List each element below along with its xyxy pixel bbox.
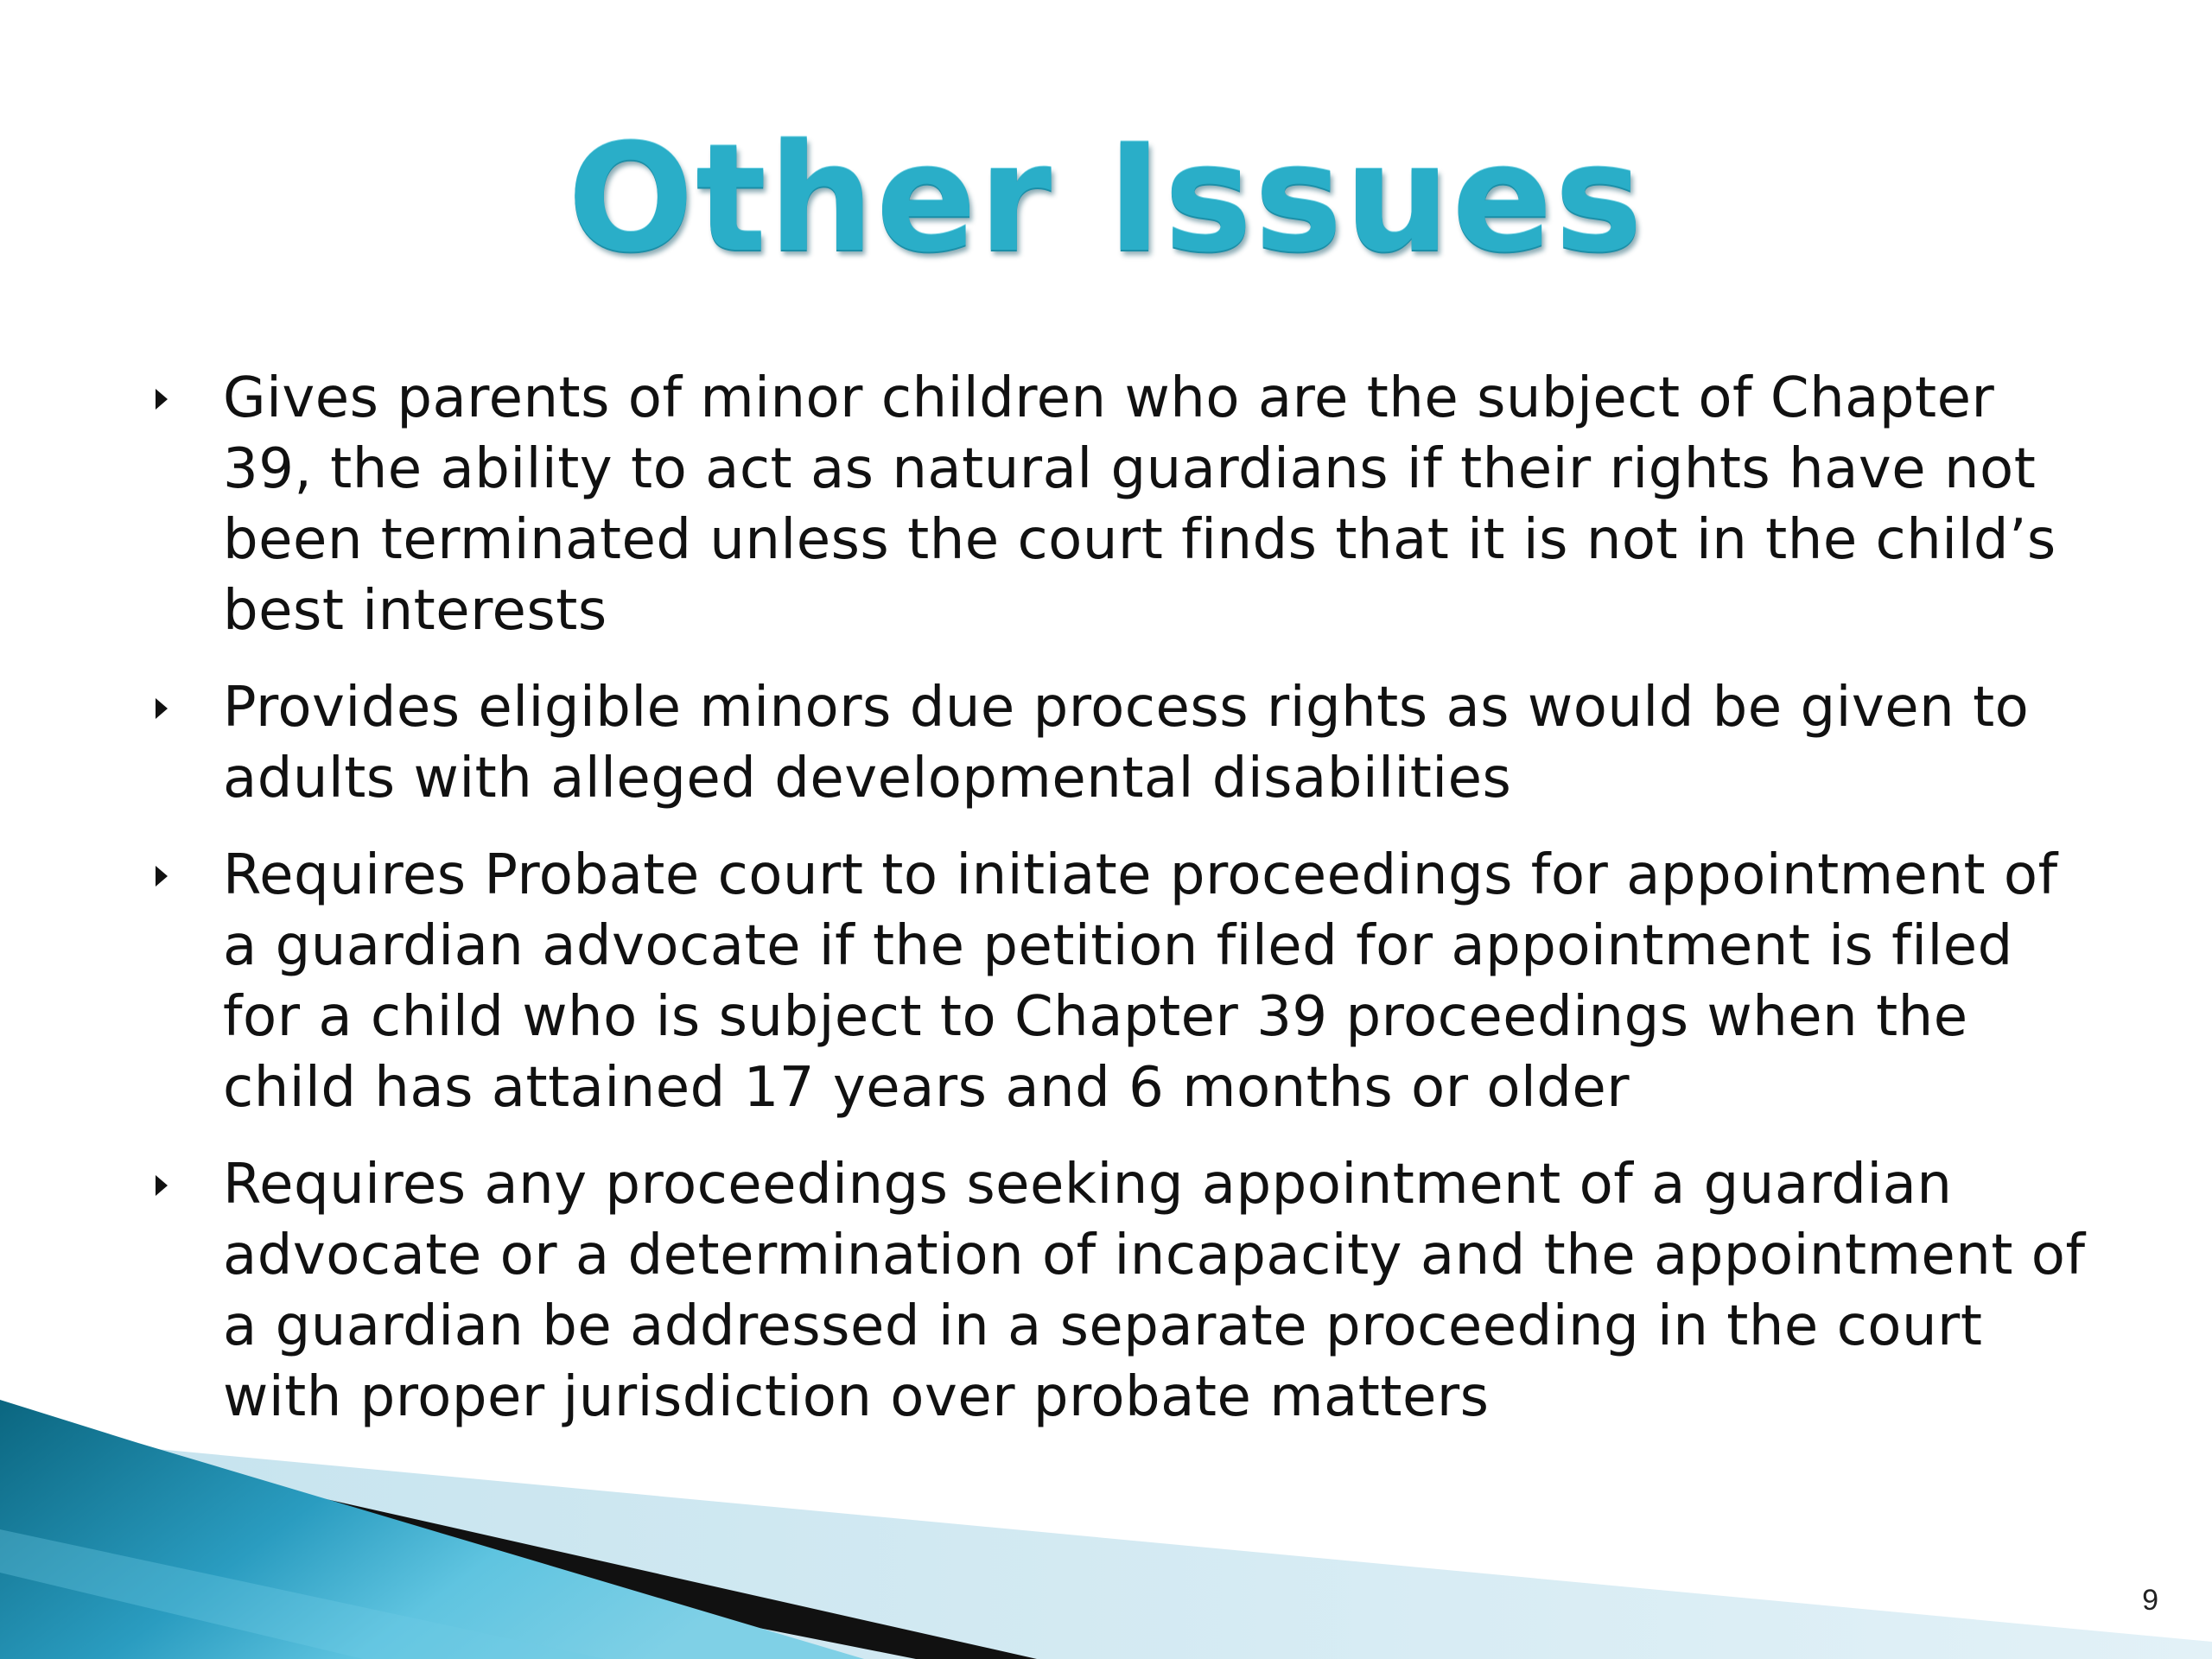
- triangle-right-icon: [156, 1175, 168, 1196]
- triangle-right-icon: [156, 389, 168, 410]
- list-item: [156, 363, 2091, 646]
- corner-decoration: [0, 1382, 2212, 1659]
- triangle-right-icon: [156, 698, 168, 719]
- bullet-list: [156, 363, 2091, 1459]
- list-item: [156, 672, 2091, 814]
- bullet-text: Provides eligible minors due process rights as would be given to adults with alleged developmental disabilities: [223, 676, 2030, 810]
- bullet-text: Requires Probate court to initiate proceedings for appointment of a guardian advocate if the petition filed for appointment is filed for a child who is subject to Chapter 39 proceedings when the child has attained 17 years and 6 months or older: [223, 843, 2058, 1120]
- bullet-text: Requires any proceedings seeking appointment of a guardian advocate or a determination of incapacity and the appointment of a guardian be addressed in a separate proceeding in the court with proper jurisdiction over probate matters: [223, 1153, 2086, 1429]
- list-item: [156, 840, 2091, 1123]
- slide-title: Other Issues: [567, 111, 1645, 285]
- triangle-right-icon: [156, 866, 168, 887]
- page-number: 9: [2142, 1584, 2158, 1617]
- bullet-text: Gives parents of minor children who are the subject of Chapter 39, the ability to act as natural guardians if their rights have not been terminated unless the court finds that it is not in the child’s best interests: [223, 366, 2056, 643]
